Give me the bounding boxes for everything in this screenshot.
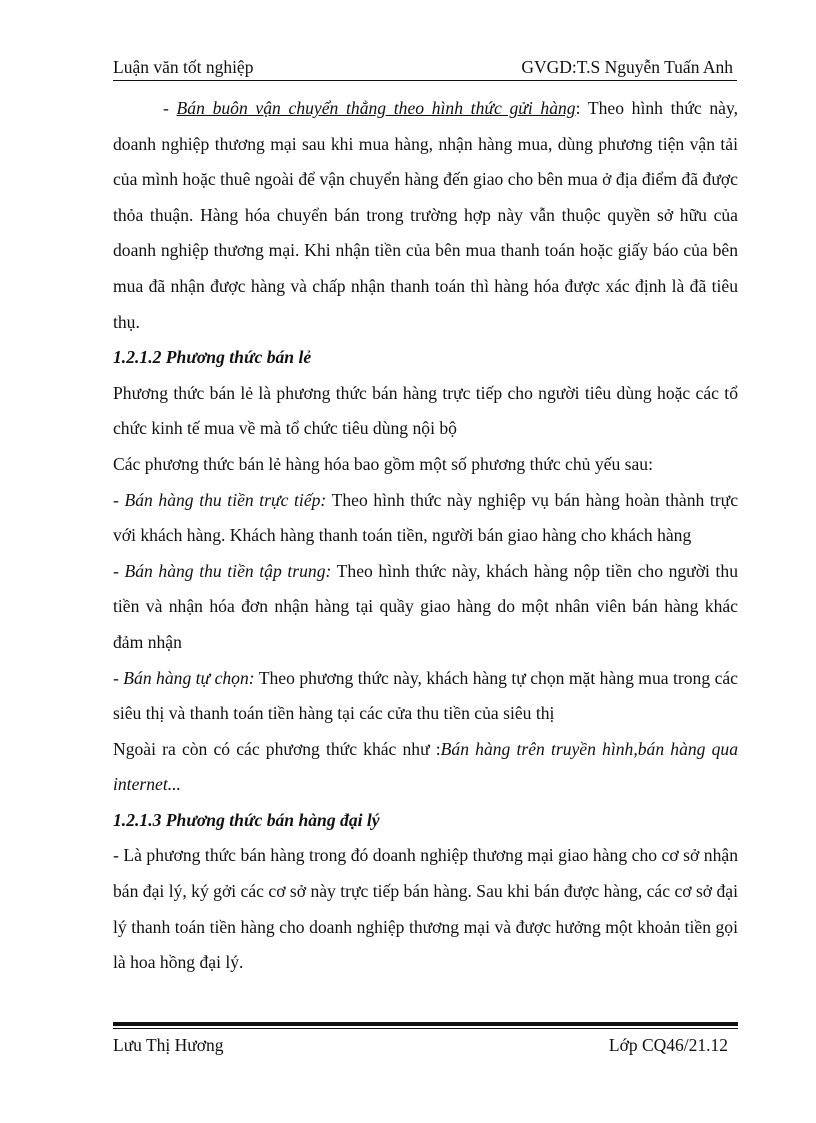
paragraph-other-methods — [113, 732, 738, 803]
page-header — [113, 56, 737, 81]
term-centralized-collection: - Bán hàng thu tiền tập trung: — [113, 560, 332, 581]
term-direct-collection: - Bán hàng thu tiền trực tiếp: — [113, 489, 327, 510]
header-thesis-title: Luận văn tốt nghiệp — [113, 57, 254, 77]
paragraph-text: Theo phương thức này, khách hàng tự chọn mặt hàng mua trong các siêu thị và thanh toán tiền hàng tại các cửa thu tiền của siêu thị — [113, 667, 738, 724]
term-direct-shipping: Bán buôn vận chuyển thẳng theo hình thức gửi hàng — [176, 98, 576, 118]
page-content — [113, 91, 738, 981]
section-heading-agency: 1.2.1.3 Phương thức bán hàng đại lý — [113, 809, 380, 830]
paragraph-retail-definition: Phương thức bán lẻ là phương thức bán hàng trực tiếp cho người tiêu dùng hoặc các tổ chức kinh tế mua về mà tổ chức tiêu dùng nội bộ — [113, 382, 738, 439]
header-supervisor: GVGD:T.S Nguyễn Tuấn Anh — [521, 57, 733, 77]
paragraph-centralized-collection — [113, 554, 738, 661]
footer-divider-thick — [113, 1022, 738, 1026]
paragraph-retail-methods-intro: Các phương thức bán lẻ hàng hóa bao gồm một số phương thức chủ yếu sau: — [113, 453, 653, 474]
footer-author: Lưu Thị Hương — [113, 1035, 224, 1055]
paragraph-prefix: - — [163, 98, 177, 118]
paragraph-self-service — [113, 661, 738, 732]
footer-class: Lớp CQ46/21.12 — [608, 1035, 728, 1055]
paragraph-direct-shipping — [113, 91, 738, 340]
section-heading-retail: 1.2.1.2 Phương thức bán lẻ — [113, 347, 312, 368]
paragraph-direct-collection — [113, 483, 738, 554]
paragraph-text: Ngoài ra còn có các phương thức khác như : — [113, 738, 441, 759]
paragraph-text: : Theo hình thức này, doanh nghiệp thương mại sau khi mua hàng, nhận hàng mua, dùng phương tiện vận tải của mình hoặc thuê ngoài để vận chuyển hàng đến giao cho bên mua ở địa điểm đã được thỏa thuận. Hàng hóa chuyển bán trong trường hợp này vẫn thuộc quyền sở hữu của doanh nghiệp thương mại. Khi nhận tiền của bên mua thanh toán hoặc giấy báo của bên mua đã nhận được hàng và chấp nhận thanh toán thì hàng hóa được xác định là đã tiêu thụ. — [113, 98, 739, 332]
paragraph-text: Theo hình thức này, khách hàng nộp tiền cho người thu tiền và nhận hóa đơn nhận hàng tại quầy giao hàng do một nhân viên bán hàng khác đảm nhận — [113, 560, 739, 652]
paragraph-text: Theo hình thức này nghiệp vụ bán hàng hoàn thành trực với khách hàng. Khách hàng thanh toán tiền, người bán giao hàng cho khách hàng — [113, 489, 738, 546]
term-tv-internet-sales: Bán hàng trên truyền hình,bán hàng qua internet... — [113, 738, 738, 795]
term-self-service: - Bán hàng tự chọn: — [113, 667, 255, 688]
paragraph-agency-definition: - Là phương thức bán hàng trong đó doanh nghiệp thương mại giao hàng cho cơ sở nhận bán đại lý, ký gởi các cơ sở này trực tiếp bán hàng. Sau khi bán được hàng, các cơ sở đại lý thanh toán tiền hàng cho doanh nghiệp thương mại và được hưởng một khoản tiền gọi là hoa hồng đại lý. — [113, 845, 738, 973]
footer-divider-thin — [113, 1028, 738, 1029]
